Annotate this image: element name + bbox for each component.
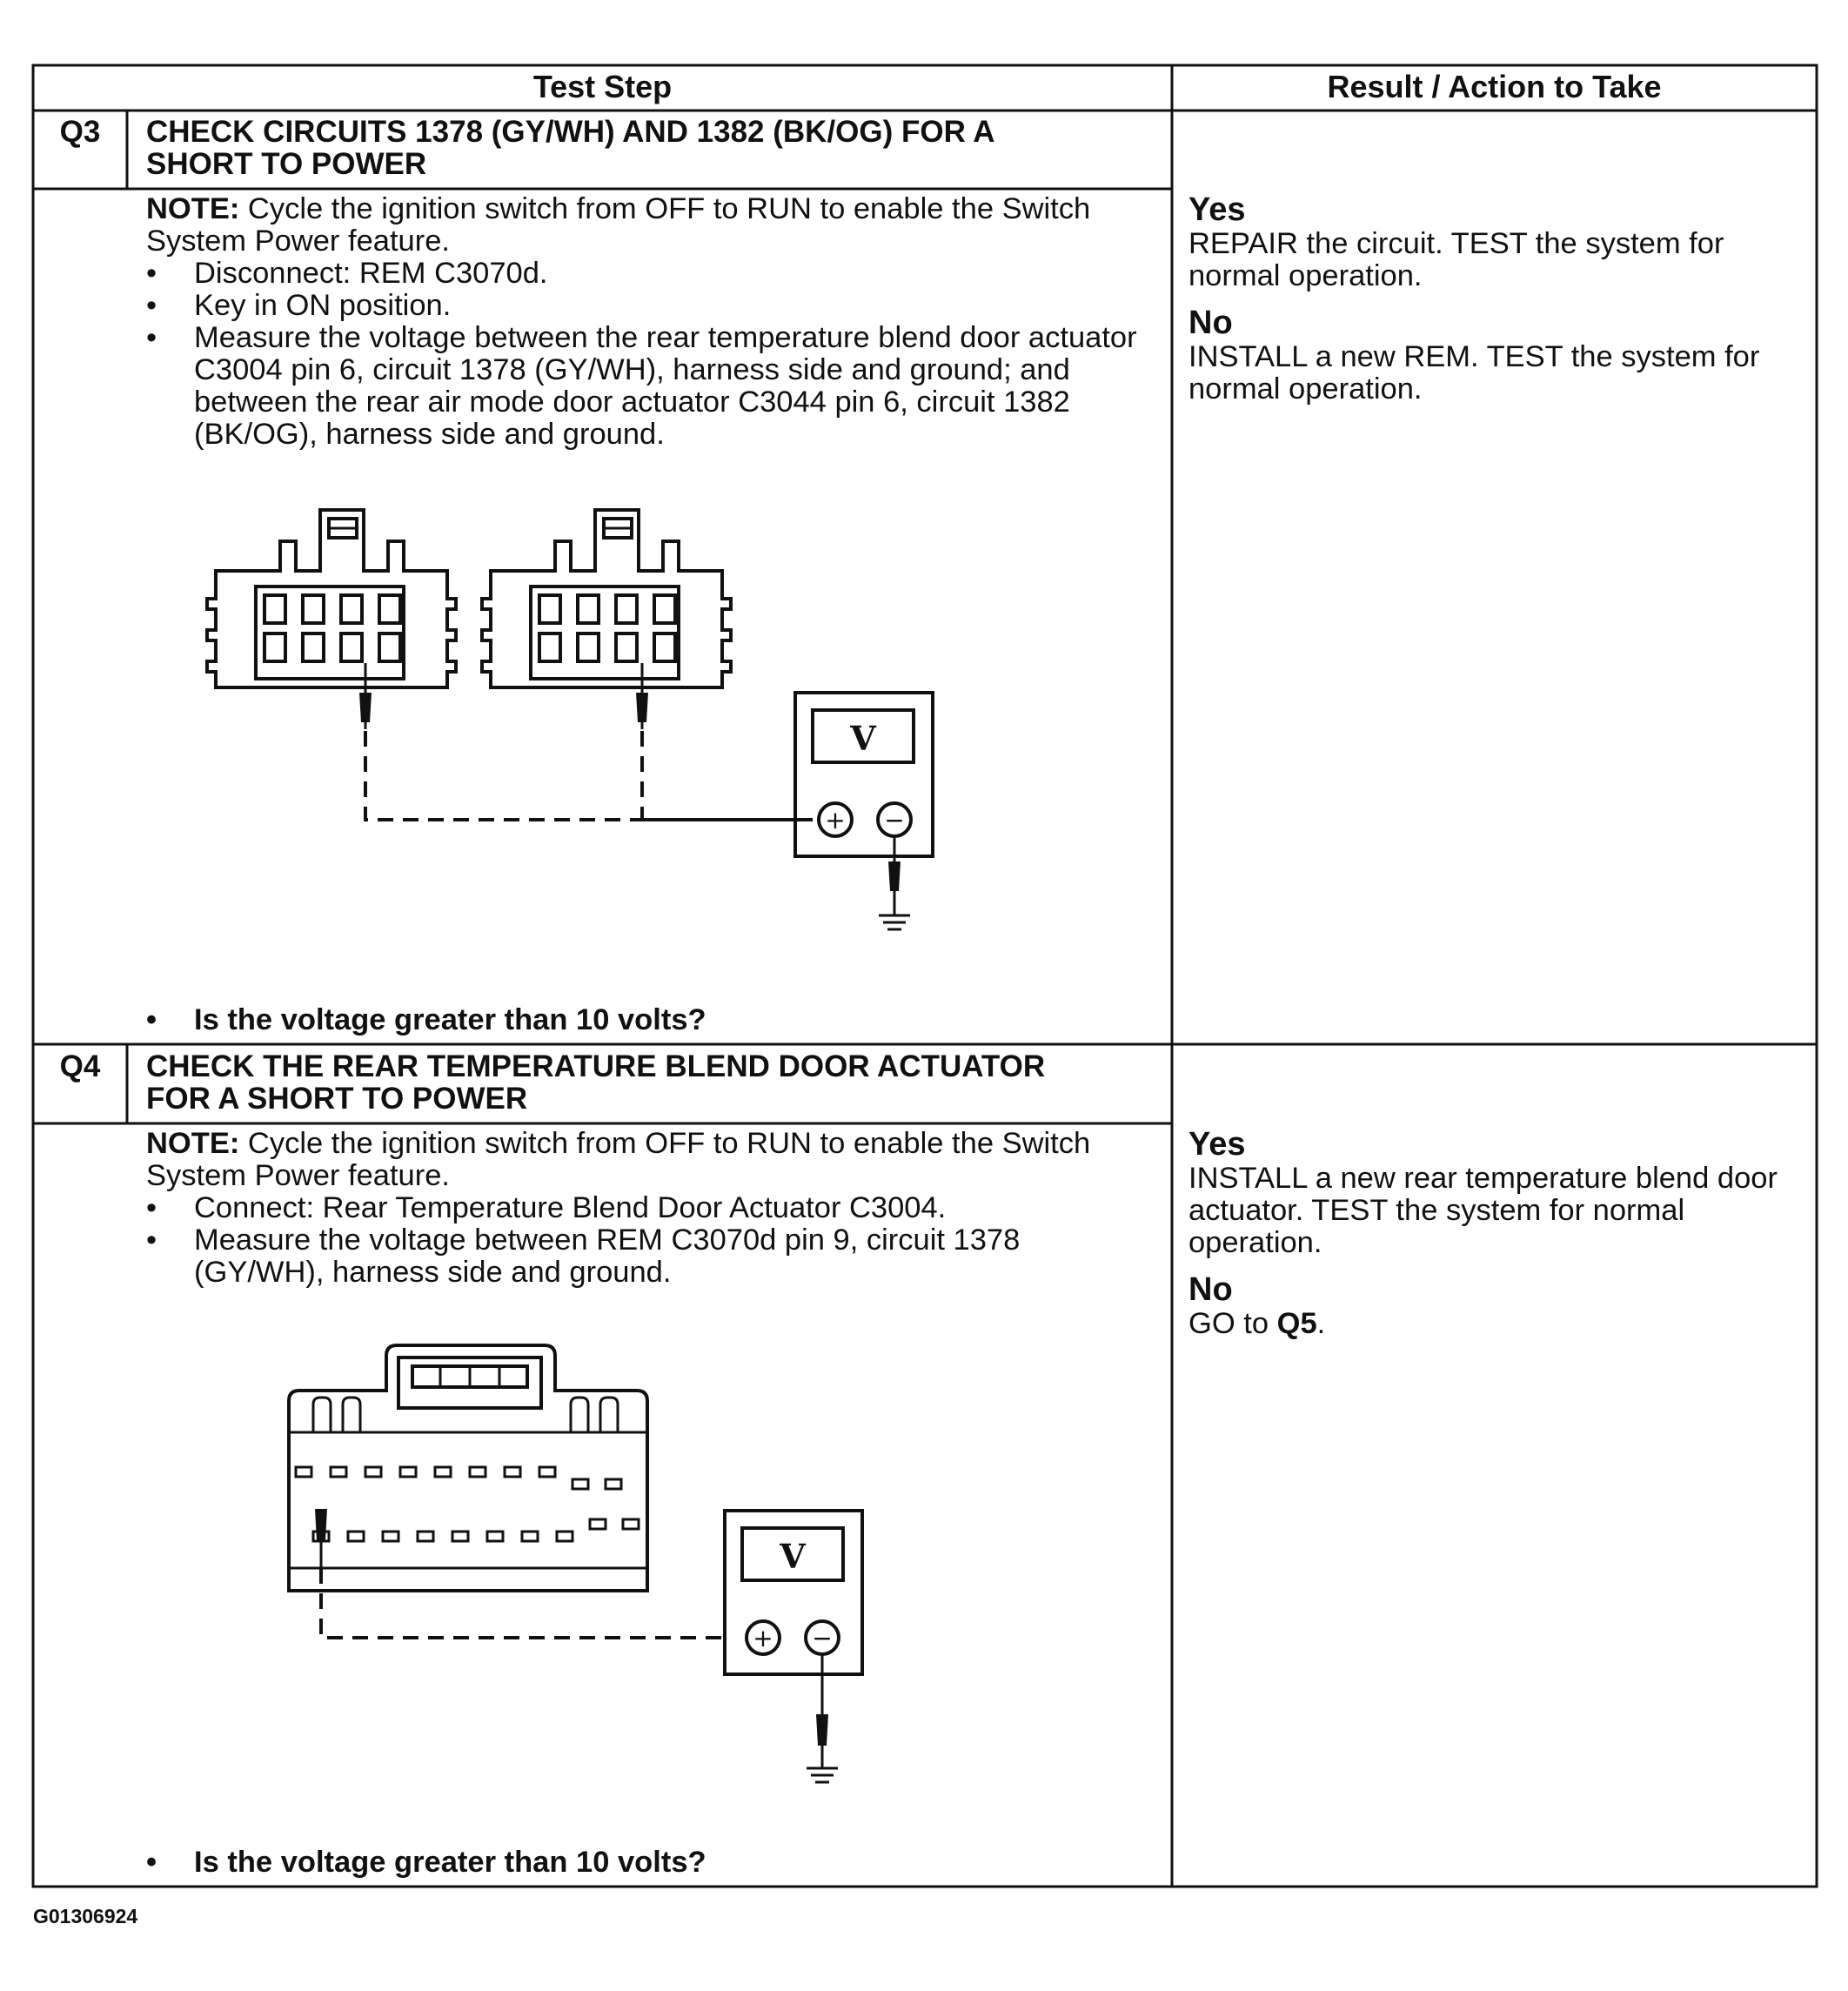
q4-bullet: • Connect: Rear Temperature Blend Door Actuator C3004. (146, 1192, 1147, 1224)
q3-instructions (146, 193, 1147, 451)
q4-note-label: NOTE: (146, 1127, 240, 1160)
q4-voltmeter (725, 1511, 862, 1674)
q4-note (146, 1128, 1147, 1192)
figure-id: G01306924 (33, 1905, 138, 1927)
q3-result (1188, 191, 1806, 406)
q3-voltmeter-label: V (850, 719, 876, 758)
q4-result (1188, 1126, 1811, 1340)
q4-plus-terminal: + (753, 1624, 773, 1652)
q3-question: • Is the voltage greater than 10 volts? (146, 1004, 1195, 1036)
q3-note-text: Cycle the ignition switch from OFF to RUN to enable the Switch System Power feature. (146, 192, 1091, 258)
q4-no-action-suffix: . (1316, 1307, 1326, 1340)
q3-no-label: No (1188, 305, 1233, 341)
q4-probe (315, 1509, 327, 1568)
q4-yes-label: Yes (1188, 1126, 1246, 1163)
result-action-header: Result / Action to Take (1327, 69, 1662, 104)
q3-connector-c3044 (482, 510, 731, 687)
q3-bullet: • Disconnect: REM C3070d. (146, 258, 1147, 290)
q3-step-number: Q3 (59, 115, 101, 149)
q4-bullet: • Measure the voltage between REM C3070d pin 9, circuit 1378 (GY/WH), harness side and ground. (146, 1224, 1147, 1289)
q3-voltmeter (795, 693, 933, 856)
q4-minus-terminal: − (812, 1624, 833, 1652)
q4-no-label: No (1188, 1271, 1233, 1308)
q3-yes-label: Yes (1188, 191, 1246, 228)
test-step-header: Test Step (532, 69, 673, 104)
q3-connector-c3004 (207, 510, 456, 687)
q4-no-action-prefix: GO to (1188, 1307, 1277, 1340)
q3-note-label: NOTE: (146, 192, 240, 225)
q3-yes-action: REPAIR the circuit. TEST the system for normal operation. (1188, 227, 1724, 292)
q3-minus-terminal: − (884, 806, 905, 835)
q4-wiring-diagram (261, 1331, 1218, 1836)
q3-probe-2 (636, 663, 648, 729)
q4-connector-rem-c3070d (289, 1345, 647, 1591)
q3-probe-1 (359, 663, 372, 729)
q3-test-lead-dashed (365, 731, 642, 820)
q4-step-title: CHECK THE REAR TEMPERATURE BLEND DOOR ACTUATOR FOR A SHORT TO POWER (146, 1049, 1046, 1116)
q3-ground (879, 836, 910, 929)
q3-no-action: INSTALL a new REM. TEST the system for normal operation. (1188, 340, 1760, 406)
q4-question: • Is the voltage greater than 10 volts? (146, 1847, 1195, 1879)
q3-bullet: • Measure the voltage between the rear temperature blend door actuator C3004 pin 6, circuit 1378 (GY/WH), harness side and ground; and between the rear air mode door actuator C3044 pin 6, circuit 1382 (BK/OG), harness side and ground. (146, 322, 1147, 451)
q3-wiring-diagram (174, 487, 1166, 940)
q4-voltmeter-label: V (780, 1537, 806, 1576)
q3-note (146, 193, 1147, 258)
q4-test-lead-dashed (321, 1568, 729, 1638)
q3-plus-terminal: + (825, 806, 846, 835)
q3-bullet-list (146, 258, 1147, 451)
q4-yes-action: INSTALL a new rear temperature blend door actuator. TEST the system for normal operation. (1188, 1162, 1778, 1259)
q4-note-text: Cycle the ignition switch from OFF to RUN to enable the Switch System Power feature. (146, 1127, 1091, 1192)
q4-instructions (146, 1128, 1147, 1289)
q3-step-title: CHECK CIRCUITS 1378 (GY/WH) AND 1382 (BK/OG) FOR A SHORT TO POWER (146, 115, 995, 181)
q4-no-action (1188, 1308, 1811, 1340)
q3-bullet: • Key in ON position. (146, 290, 1147, 322)
q4-bullet-list (146, 1192, 1147, 1289)
q4-no-action-target: Q5 (1276, 1307, 1317, 1340)
q4-step-number: Q4 (59, 1049, 101, 1083)
